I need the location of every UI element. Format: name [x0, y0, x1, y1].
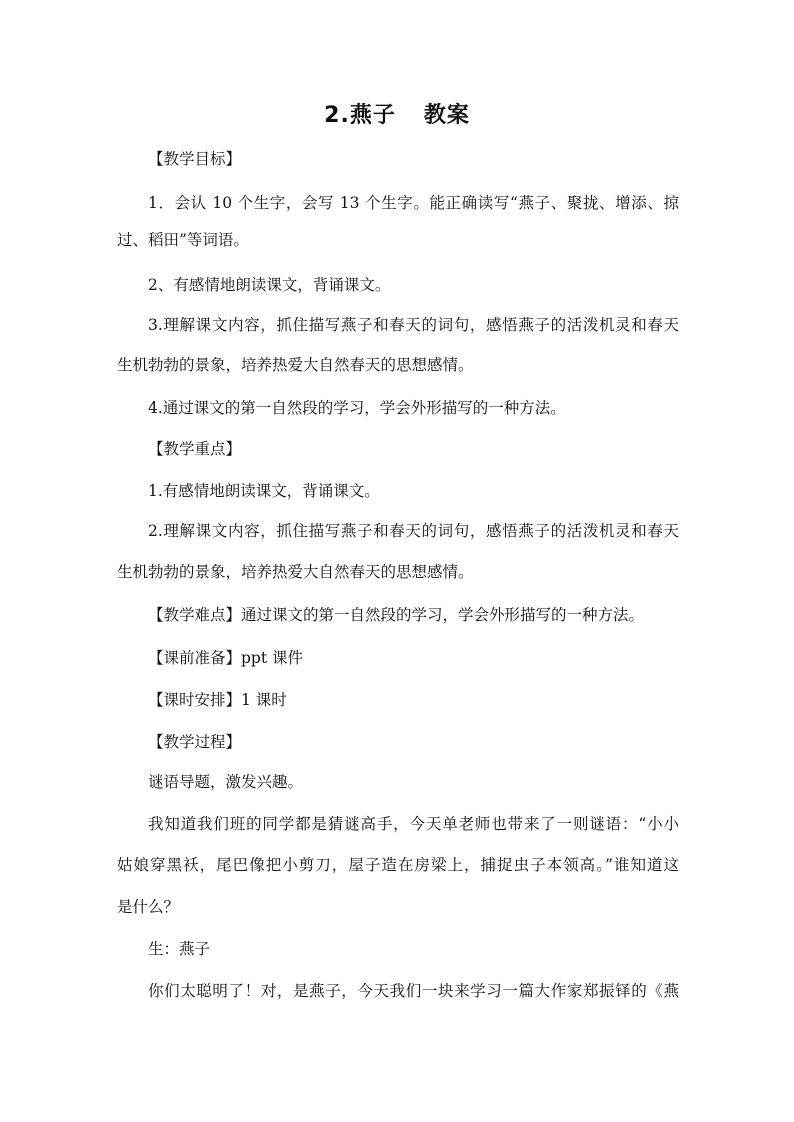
goal-4: 4.通过课文的第一自然段的学习，学会外形描写的一种方法。	[148, 399, 566, 417]
heading-teaching-focus: 【教学重点】	[148, 440, 242, 458]
heading-teaching-goals: 【教学目标】	[148, 150, 242, 168]
lesson-schedule: 【课时安排】1 课时	[148, 691, 287, 709]
goal-1-line-2: 过、稻田”等词语。	[117, 231, 249, 249]
heading-teaching-process: 【教学过程】	[148, 733, 242, 751]
process-riddle-intro: 谜语导题，激发兴趣。	[148, 773, 304, 791]
title-main: 2.燕子	[324, 103, 396, 128]
riddle-paragraph-line-2: 姑娘穿黑袄，尾巴像把小剪刀，屋子造在房梁上，捕捉虫子本领高。”谁知道这	[117, 856, 679, 874]
goal-2: 2、有感情地朗读课文，背诵课文。	[148, 276, 391, 294]
focus-2-line-1: 2.理解课文内容，抓住描写燕子和春天的词句，感悟燕子的活泼机灵和春天	[148, 522, 679, 540]
closing-paragraph-line-1: 你们太聪明了！对，是燕子，今天我们一块来学习一篇大作家郑振铎的《燕	[148, 982, 679, 1000]
riddle-paragraph-line-1: 我知道我们班的同学都是猜谜高手，今天单老师也带来了一则谜语：“小小	[148, 815, 679, 833]
focus-2-line-2: 生机勃勃的景象，培养热爱大自然春天的思想感情。	[117, 563, 474, 581]
title-suffix: 教案	[423, 103, 470, 128]
teaching-difficulty: 【教学难点】通过课文的第一自然段的学习，学会外形描写的一种方法。	[148, 606, 645, 624]
focus-1: 1.有感情地朗读课文，背诵课文。	[148, 482, 380, 500]
riddle-paragraph-line-3: 是什么？	[117, 898, 180, 916]
lesson-preparation: 【课前准备】ppt 课件	[148, 649, 304, 667]
goal-3-line-1: 3.理解课文内容，抓住描写燕子和春天的词句，感悟燕子的活泼机灵和春天	[148, 316, 679, 334]
student-answer: 生：燕子	[148, 940, 211, 958]
goal-3-line-2: 生机勃勃的景象，培养热爱大自然春天的思想感情。	[117, 356, 474, 374]
page-title	[0, 98, 794, 129]
goal-1-line-1: 1．会认 10 个生字，会写 13 个生字。能正确读写“燕子、聚拢、增添、掠	[148, 194, 679, 212]
